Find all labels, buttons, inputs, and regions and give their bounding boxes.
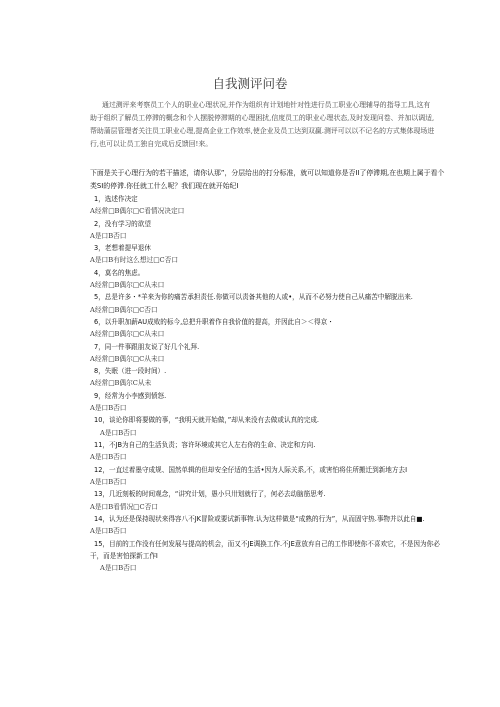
answer-options: A是口B否口	[100, 428, 137, 437]
question-text: ，莫名的焦虑。	[98, 268, 145, 277]
question-number: 2	[94, 219, 99, 228]
question-text: ，以升职加薪AU成败的标今,总把升职着作自我价值的提高，并因此自＞＜得京・	[98, 318, 334, 327]
question-item	[90, 267, 440, 279]
answer-options: A是口B否口	[90, 404, 127, 413]
answer-options: A是口B看情况□C否口	[90, 502, 158, 511]
question-number: 7	[94, 342, 99, 351]
question-text: ，老想着提早退休	[98, 244, 151, 253]
question-list	[90, 193, 440, 574]
question-number: 1	[94, 195, 99, 203]
question-text: ，谈论你即将要做的事，“我明天就开始做，”却从来没有去做或认真的完成.	[102, 416, 320, 425]
question-text: ，总是许多・*羊来为你的痛苦承担责任.你做可以责备其他的人或•，从而不必努力使自己从痛苦中解脱出来.	[98, 293, 413, 302]
answer-options: A经常□B偶尔□C从未口	[90, 354, 165, 363]
question-text: ，同一件事跟朋友说了好几个礼拜.	[98, 342, 200, 351]
answer-options: A经常□B偶尔□C从未口	[90, 281, 165, 290]
question-number: 13	[94, 490, 103, 499]
question-text: ，失眠（进一段时间）.	[98, 367, 167, 376]
question-text: ，认为还是保持现状来得容八不JK冒险或要试新事物.认为这样做是“成熟的行为”，从而固守热.事物并以此自■.	[102, 514, 425, 523]
question-text: ，一直过着墨守成规、国然单辑的但却安全仔适的生活•因为人际关系,不，或害怕将住所搬迁到新地方去I	[102, 465, 408, 474]
question-number: 4	[94, 268, 99, 277]
question-number: 8	[94, 367, 99, 376]
question-number: 14	[94, 514, 103, 523]
answer-options: A经常□B偶尔□C否口	[90, 305, 158, 314]
question-number: 6	[94, 318, 99, 327]
question-item	[90, 193, 440, 205]
question-item	[90, 464, 440, 476]
question-number: 10	[94, 416, 103, 425]
answer-options: A是口B否口	[90, 477, 127, 486]
question-number: 9	[94, 391, 99, 400]
question-item	[90, 390, 440, 402]
question-item	[90, 538, 440, 562]
question-item	[90, 488, 440, 500]
question-text: ，选述作决定	[98, 195, 138, 203]
question-text: ，经常为小李感到愤怒.	[98, 391, 167, 400]
answer-options: A经常□B偶尔C从未	[90, 379, 152, 388]
question-item	[90, 513, 440, 525]
document-title: 自我测评问卷	[212, 76, 288, 91]
question-text: ，目前的工作没有任何发展与提高的机会，而又不JE调换工作.不JE意放弃自己的工作即使你不喜欢它，不是因为你必干，而是害怕探新工作I	[90, 539, 440, 560]
question-text: ，没有学习的欲望	[98, 219, 151, 228]
question-item	[90, 341, 440, 353]
answer-options: A是口B否口	[90, 453, 127, 462]
answer-options: A是口B有时这么想过□C否口	[90, 256, 179, 265]
question-item	[90, 414, 440, 426]
question-text: ，不JB为自己的生活负责；容许环境或其它人左右你的生命、决定和方向.	[102, 441, 316, 450]
question-number: 5	[94, 293, 99, 302]
question-number: 15	[94, 539, 103, 548]
question-item	[90, 218, 440, 230]
question-number: 11	[94, 441, 103, 450]
instructions-paragraph: 下面是关于心理行为的若干描述，请你认那”，分层给出的打分标准，就可以知道你是否II了停滞期,在也期上属于看个类SI的停滞.你任就工什么呢？我们现在就开始纪I	[90, 169, 445, 190]
answer-options: A是口B否口	[90, 527, 127, 536]
intro-paragraph: 通过测评来考察员工个人的职业心理状况,并作为组织有计划地针对性进行员工职业心理辅导的指导工具,这有助于组织了解员工停滞的概念和个人摆脱停滞期的心理困扰,信度员工的职业心理状态,及时发现问卷、并加以调适,帮助蒲层管理者关注员工职业心理,提高企业工作效率,使企业及员工达到双赢.测评可以以不记名的方式集体现场进行,也可以让员工独自完成后反馈回!来。	[90, 101, 435, 148]
question-number: 3	[94, 244, 99, 253]
answer-options: A经常□B偶尔□C看情况决定口	[90, 207, 185, 216]
question-item	[90, 291, 440, 303]
answer-options: A经常□B偶尔□C从未口	[90, 330, 165, 339]
answer-options: A是口B否口	[90, 231, 127, 240]
question-number: 12	[94, 465, 103, 474]
question-item	[90, 439, 440, 451]
question-item	[90, 242, 440, 254]
question-item	[90, 316, 440, 328]
answer-options: A是口B否口	[100, 563, 137, 572]
question-item	[90, 365, 440, 377]
question-text: ，几近刻板的时间观念，“讲究计划，愚小只卅划就行了，何必去动脑筋思考.	[102, 490, 326, 499]
